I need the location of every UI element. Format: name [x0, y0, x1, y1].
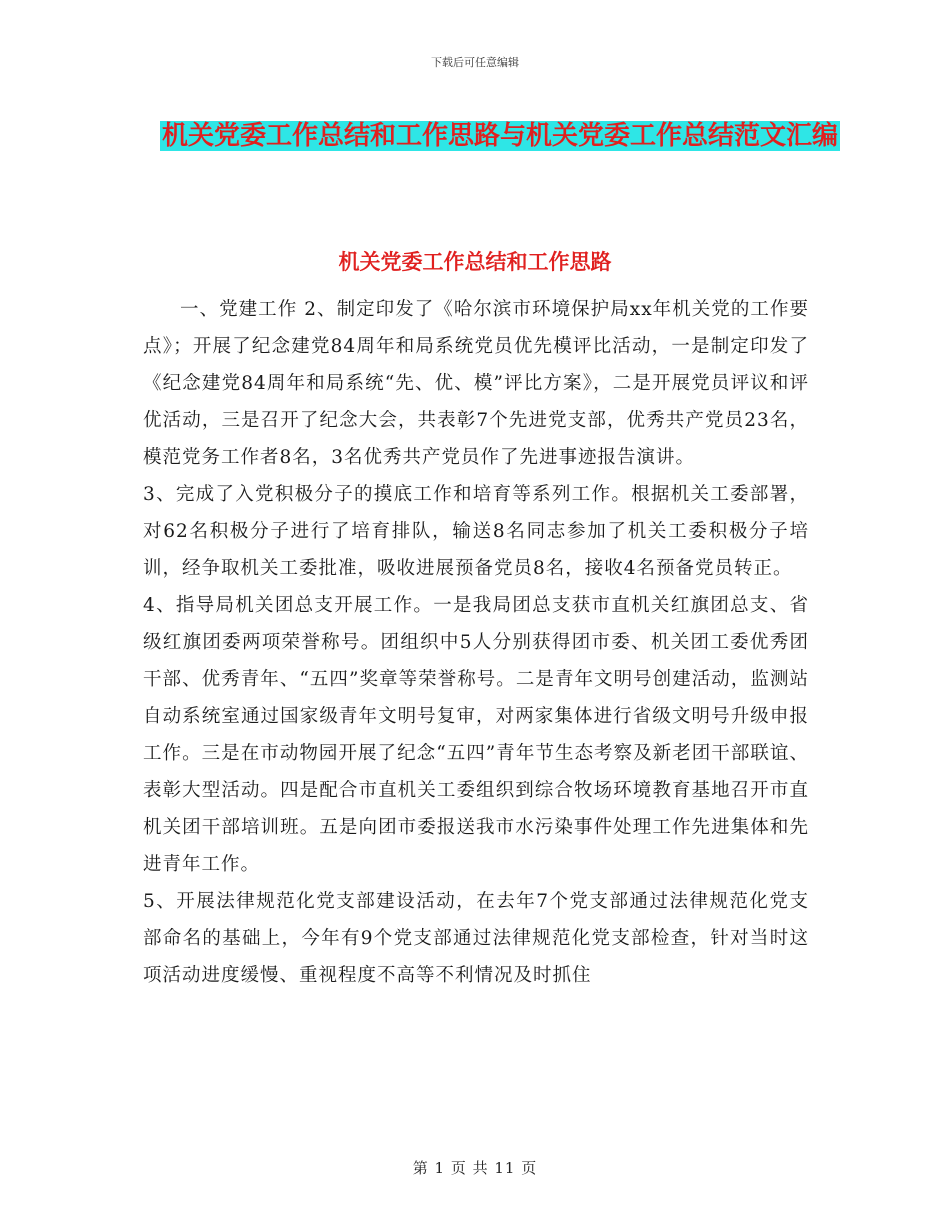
- page-footer: 第 1 页 共 11 页: [412, 1159, 538, 1177]
- paragraph-party-building: 一、党建工作 2、制定印发了《哈尔滨市环境保护局xx年机关党的工作要点》；开展了纪念建党84周年和局系统党员优先模评比活动，一是制定印发了《纪念建党84周年和局系统“先、优、模”评比方案》，二是开展党员评议和评优活动，三是召开了纪念大会，共表彰7个先进党支部，优秀共产党员23名，模范党务工作者8名，3名优秀共产党员作了先进事迹报告演讲。: [143, 299, 809, 468]
- section-title: 机关党委工作总结和工作思路: [338, 249, 612, 274]
- paragraph-activist-training: 3、完成了入党积极分子的摸底工作和培育等系列工作。根据机关工委部署，对62名积极分子进行了培育排队，输送8名同志参加了机关工委积极分子培训，经争取机关工委批准，吸收进展预备党员8名，接收4名预备党员转正。: [143, 484, 809, 579]
- header-note: 下载后可任意编辑: [431, 56, 519, 69]
- document-title: [140, 110, 860, 162]
- document-body: [143, 291, 809, 994]
- paragraph-youth-league: 4、指导局机关团总支开展工作。一是我局团总支获市直机关红旗团总支、省级红旗团委两项荣誉称号。团组织中5人分别获得团市委、机关团工委优秀团干部、优秀青年、“五四”奖章等荣誉称号。二是青年文明号创建活动，监测站自动系统室通过国家级青年文明号复审，对两家集体进行省级文明号升级申报工作。三是在市动物园开展了纪念“五四”青年节生态考察及新老团干部联谊、表彰大型活动。四是配合市直机关工委组织到综合牧场环境教育基地召开市直机关团干部培训班。五是向团市委报送我市水污染事件处理工作先进集体和先进青年工作。: [143, 595, 809, 875]
- paragraph-legal-branch: 5、开展法律规范化党支部建设活动，在去年7个党支部通过法律规范化党支部命名的基础上，今年有9个党支部通过法律规范化党支部检查，针对当时这项活动进度缓慢、重视程度不高等不利情况及时抓住: [143, 891, 809, 986]
- document-title-text: 机关党委工作总结和工作思路与机关党委工作总结范文汇编: [161, 121, 838, 151]
